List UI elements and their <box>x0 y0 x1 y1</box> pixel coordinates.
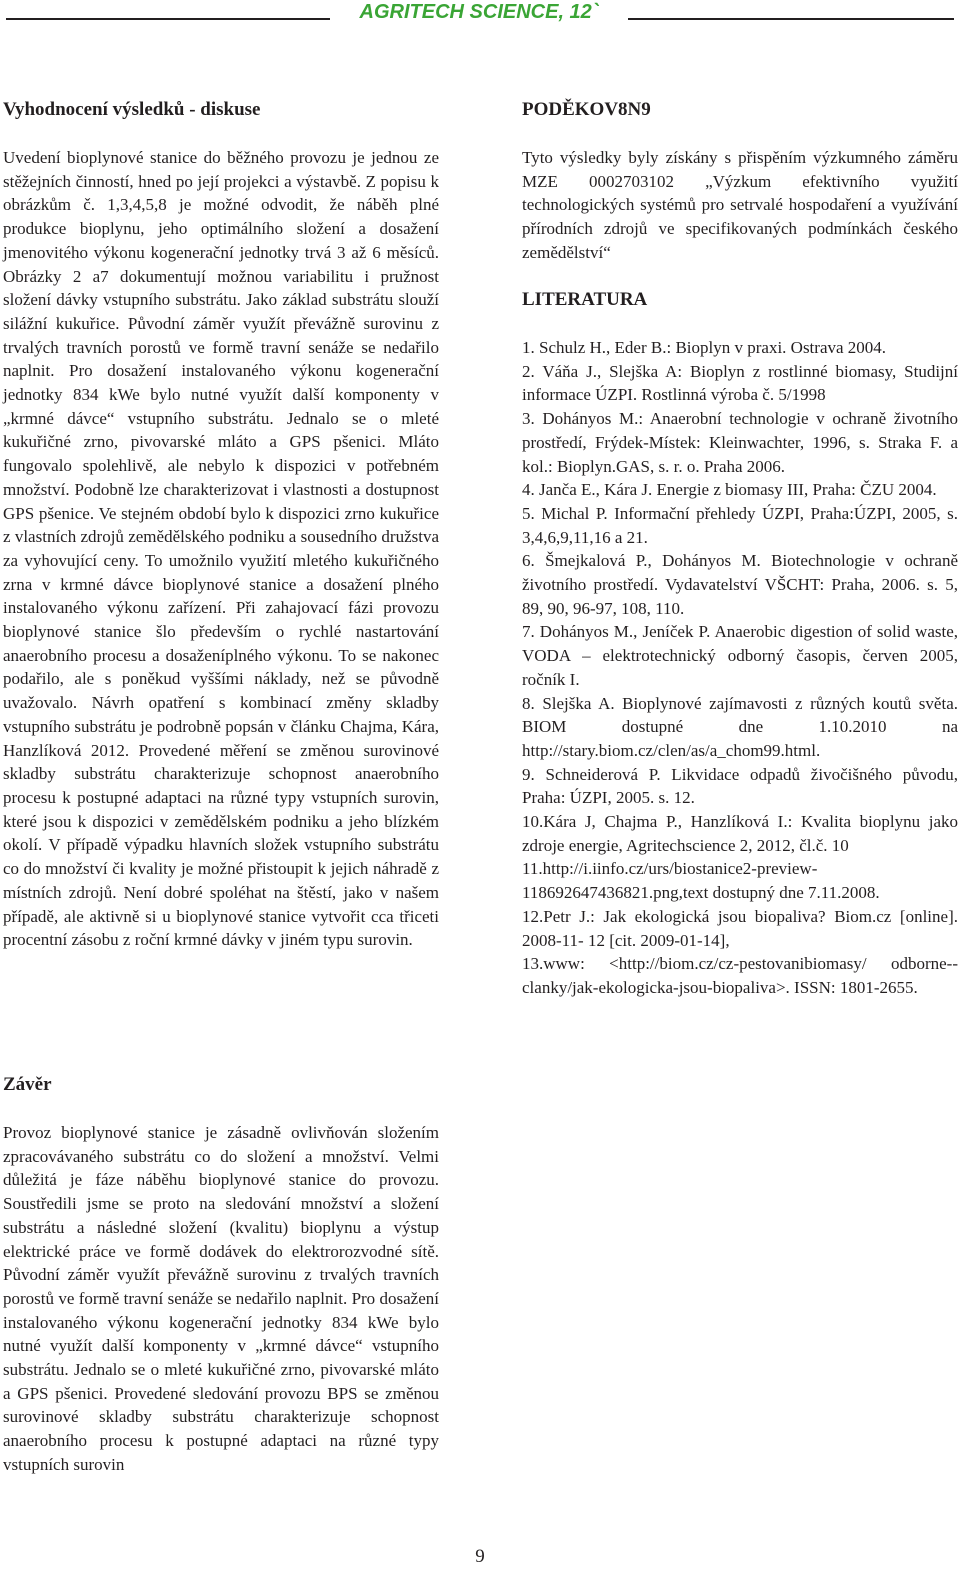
reference-item: 11.http://i.iinfo.cz/urs/biostanice2-preview-118692647436821.png,text dostupný dne 7.11.2008. <box>522 859 880 903</box>
reference-list <box>522 336 958 1000</box>
reference-item: 3. Dohányos M.: Anaerobní technologie v ochraně životního prostředí, Frýdek-Místek: Kleinwachter, 1996, s. Straka F. a kol.: Bioplyn.GAS, s. r. o. Praha 2006. <box>522 409 958 476</box>
reference-item: 9. Schneiderová P. Likvidace odpadů živočišného původu, Praha: ÚZPI, 2005. s. 12. <box>522 764 958 808</box>
reference-item: 7. Dohányos M., Jeníček P. Anaerobic digestion of solid waste, VODA – elektrotechnický odborný časopis, červen 2005, ročník I. <box>522 622 958 689</box>
acknowledgement-text: Tyto výsledky byly získány s přispěním výzkumného záměru MZE 0002703102 „Výzkum efektivního využití technologických systémů pro setrvalé hospodaření a využívání přírodních zdrojů ve specifikovaných podmínkách českého zemědělství“ <box>522 148 958 262</box>
reference-item: 8. Slejška A. Bioplynové zajímavosti z různých koutů světa. BIOM dostupné dne 1.10.2010 na http://stary.biom.cz/clen/as/a_chom99.html. <box>522 693 958 760</box>
header-rule-right <box>628 18 954 20</box>
page-number: 9 <box>475 1546 485 1567</box>
discussion-section <box>3 98 439 952</box>
conclusion-text: Provoz bioplynové stanice je zásadně ovlivňován složením zpracovávaného substrátu co do složení a množství. Velmi důležitá je fáze náběhu bioplynové stanice do provozu. Soustředili jsme se proto na sledování množství a složení substrátu a následné složení (kvalitu) bioplynu a výstup elektrické práce ve formě dodávek do elektrorozvodné sítě. Původní záměr využít převážně surovinu z trvalých travních porostů ve formě travní senáže se nedařilo naplnit. Pro dosažení instalovaného výkonu kogenerační jednotky 834 kWe bylo nutné využít další komponenty v „krmné dávce“ vstupního substrátu. Jednalo se o mleté kukuřičné zrno, pivovarské mláto a GPS pšenici. Provedené sledování provozu BPS se změnou surovinové skladby substrátu charakterizuje schopnost anaerobního procesu k postupné adaptaci na různé typy vstupních surovin <box>3 1123 439 1474</box>
reference-item: 13.www: <http://biom.cz/cz-pestovanibiomasy/ odborne--clanky/jak-ekologicka-jsou-biopaliva>. ISSN: 1801-2655. <box>522 954 958 997</box>
reference-item: 5. Michal P. Informační přehledy ÚZPI, Praha:ÚZPI, 2005, s. 3,4,6,9,11,16 a 21. <box>522 503 958 547</box>
discussion-text: Uvedení bioplynové stanice do běžného provozu je jednou ze stěžejních činností, hned po její projekci a výstavbě. Z popisu k obrázkům č. 1,3,4,5,8 je možné odvodit, že náběh plné produkce bioplynu, jeho optimálního složení a dosažení jmenovitého výkonu kogenerační jednotky trvá 3 až 6 měsíců. Obrázky 2 a7 dokumentují možnou variabilitu i pružnost složení dávky vstupního substrátu. Jako základ substrátu slouží silážní kukuřice. Původní záměr využít převážně surovinu z trvalých travních porostů ve formě travní senáže se nedařilo naplnit. Pro dosažení instalovaného výkonu kogenerační jednotky 834 kWe bylo nutné využít další komponenty v „krmné dávce“ vstupního substrátu. Jednalo se o mleté kukuřičné zrno, pivovarské mláto a GPS pšenici. Mláto fungovalo spolehlivě, ale nebylo k dispozici v potřebném množství. Podobně lze charakterizovat i vlastnosti a dostupnost GPS pšenice. Ve stejném období bylo k dispozici zrno kukuřice z vlastních zdrojů zemědělského podniku a sousedního družstva za vyhovující ceny. To umožnilo využití mletého kukuřičného zrna v krmné dávce bioplynové stanice a dosažení plného instalovaného výkonu zařízení. Při zahajovací fázi provozu bioplynové stanice šlo především o rychlé nastartování anaerobního procesu a dosaženíplného výkonu. To se nakonec podařilo, ale s poněkud vyššími náklady, než se původně uvažovalo. Návrh opatření s kombinací změny skladby vstupního substrátu je podrobně popsán v článku Chajma, Kára, Hanzlíková 2012. Provedené měření se změnou surovinové skladby substrátu charakterizuje schopnost anaerobního procesu k postupné adaptaci na různé typy vstupních surovin, které jsou k dispozici v zemědělském podniku a jeho blízkém okolí. V případě výpadku hlavních složek vstupního substrátu co do množství či kvality je možné přistoupit k jejich náhradě z místních zdrojů. Není dobré spoléhat na štěstí, jako v našem případě, ale aktivně si u bioplynové stanice vytvořit cca třiceti procentní zásobu z roční krmné dávky v jiném typu surovin. <box>3 148 439 950</box>
journal-title: AGRITECH SCIENCE, 12` <box>359 1 599 23</box>
conclusion-heading: Závěr <box>3 1074 52 1095</box>
header-rule-left <box>6 18 330 20</box>
literature-section <box>522 288 958 1000</box>
page-header <box>0 0 960 30</box>
acknowledgement-heading: PODĚKOV8N9 <box>522 99 651 120</box>
reference-item: 4. Janča E., Kára J. Energie z biomasy III, Praha: ČZU 2004. <box>522 480 937 500</box>
acknowledgement-section <box>522 98 958 265</box>
discussion-heading: Vyhodnocení výsledků - diskuse <box>3 99 261 120</box>
reference-item: 10.Kára J, Chajma P., Hanzlíková I.: Kvalita bioplynu jako zdroje energie, Agritechscience 2, 2012, čl.č. 10 <box>522 812 958 855</box>
conclusion-section <box>3 1073 439 1477</box>
reference-item: 6. Šmejkalová P., Dohányos M. Biotechnologie v ochraně životního prostředí. Vydavatelství VŠCHT: Praha, 2006. s. 5, 89, 90, 96-97, 108, 110. <box>522 551 958 618</box>
reference-item: 2. Váňa J., Slejška A: Bioplyn z rostlinné biomasy, Studijní informace ÚZPI. Rostlinná výroba č. 5/1998 <box>522 361 958 405</box>
literature-heading: LITERATURA <box>522 289 648 310</box>
reference-item: 1. Schulz H., Eder B.: Bioplyn v praxi. Ostrava 2004. <box>522 338 887 357</box>
reference-item: 12.Petr J.: Jak ekologická jsou biopaliva? Biom.cz [online]. 2008-11- 12 [cit. 2009-01-14], <box>522 906 958 950</box>
